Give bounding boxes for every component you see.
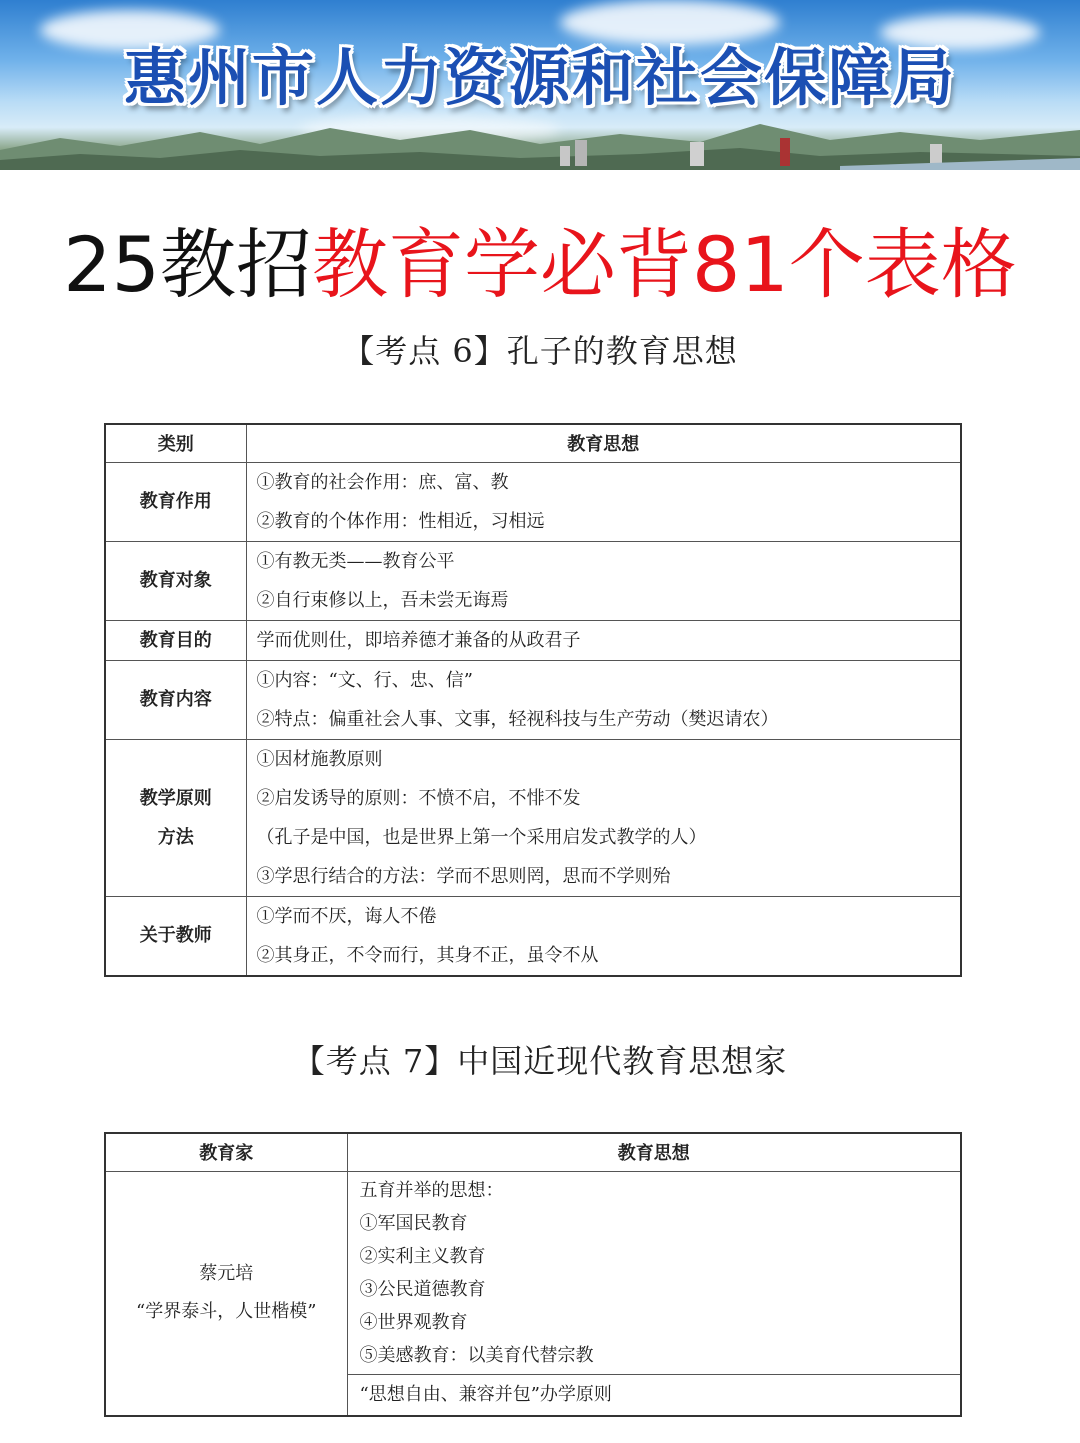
row-category: 关于教师 xyxy=(105,896,246,976)
row-content xyxy=(246,541,961,620)
content-line: ③公民道德教育 xyxy=(359,1278,486,1300)
content-line: ④世界观教育 xyxy=(359,1311,468,1333)
table-row xyxy=(105,896,961,976)
content-line: ⑤美感教育：以美育代替宗教 xyxy=(359,1344,594,1366)
content-line: ②自行束修以上，吾未尝无诲焉 xyxy=(256,589,509,611)
header-banner xyxy=(0,0,1080,170)
page-headline xyxy=(0,220,1080,310)
header-thought: 教育思想 xyxy=(347,1133,961,1171)
header-educator: 教育家 xyxy=(105,1133,347,1171)
content-line: ②启发诱导的原则：不愤不启，不悱不发 xyxy=(256,787,581,809)
table-header-row xyxy=(105,424,961,462)
content-line: ③学思行结合的方法：学而不思则罔，思而不学则殆 xyxy=(256,865,671,887)
header-category: 类别 xyxy=(105,424,246,462)
table-row xyxy=(105,660,961,739)
row-category-line: 方法 xyxy=(157,826,194,848)
banner-title: 惠州市人力资源和社会保障局 xyxy=(123,41,956,114)
content-line: ②教育的个体作用：性相近，习相远 xyxy=(256,510,545,532)
content-line: ①因材施教原则 xyxy=(256,748,383,770)
content-line: （孔子是中国，也是世界上第一个采用启发式教学的人） xyxy=(256,826,707,848)
content-line: ①内容：“文、行、忠、信” xyxy=(256,669,473,691)
mountain-skyline-graphic xyxy=(0,110,1080,170)
content-line: ②特点：偏重社会人事、文事，轻视科技与生产劳动（樊迟请农） xyxy=(256,708,779,730)
headline-prefix: 25教招 xyxy=(63,220,312,309)
row-category: 教育作用 xyxy=(105,462,246,541)
headline-highlight: 教育学必背81个表格 xyxy=(312,220,1017,309)
educators-table xyxy=(104,1132,962,1417)
table-row xyxy=(105,620,961,660)
row-content xyxy=(347,1374,961,1416)
table-row xyxy=(105,739,961,896)
row-content xyxy=(347,1171,961,1374)
content-line: ①有教无类——教育公平 xyxy=(256,550,455,572)
section6-title: 【考点 6】孔子的教育思想 xyxy=(342,332,738,370)
row-content xyxy=(246,620,961,660)
content-line: “思想自由、兼容并包”办学原则 xyxy=(359,1383,612,1405)
row-content xyxy=(246,896,961,976)
row-content xyxy=(246,462,961,541)
confucius-table xyxy=(104,423,962,977)
row-category-line: 教学原则 xyxy=(139,787,212,809)
table-row xyxy=(105,462,961,541)
row-content xyxy=(246,660,961,739)
row-category xyxy=(105,739,246,896)
content-line: ②实利主义教育 xyxy=(359,1245,486,1267)
header-thought: 教育思想 xyxy=(246,424,961,462)
section7-title: 【考点 7】中国近现代教育思想家 xyxy=(292,1042,788,1080)
educator-title: “学界泰斗，人世楷模” xyxy=(136,1301,317,1322)
content-line: ①学而不厌，诲人不倦 xyxy=(256,905,437,927)
content-line: 学而优则仕，即培养德才兼备的从政君子 xyxy=(256,629,581,651)
row-category: 教育内容 xyxy=(105,660,246,739)
educator-cell xyxy=(105,1171,347,1416)
educator-name: 蔡元培 xyxy=(199,1263,254,1284)
table-header-row xyxy=(105,1133,961,1171)
content-line: ②其身正，不令而行，其身不正，虽令不从 xyxy=(256,944,599,966)
table-row xyxy=(105,1171,961,1374)
content-line: 五育并举的思想： xyxy=(359,1179,504,1201)
table-row xyxy=(105,541,961,620)
row-content xyxy=(246,739,961,896)
row-category: 教育目的 xyxy=(105,620,246,660)
content-line: ①教育的社会作用：庶、富、教 xyxy=(256,471,509,493)
row-category: 教育对象 xyxy=(105,541,246,620)
content-line: ①军国民教育 xyxy=(359,1212,468,1234)
